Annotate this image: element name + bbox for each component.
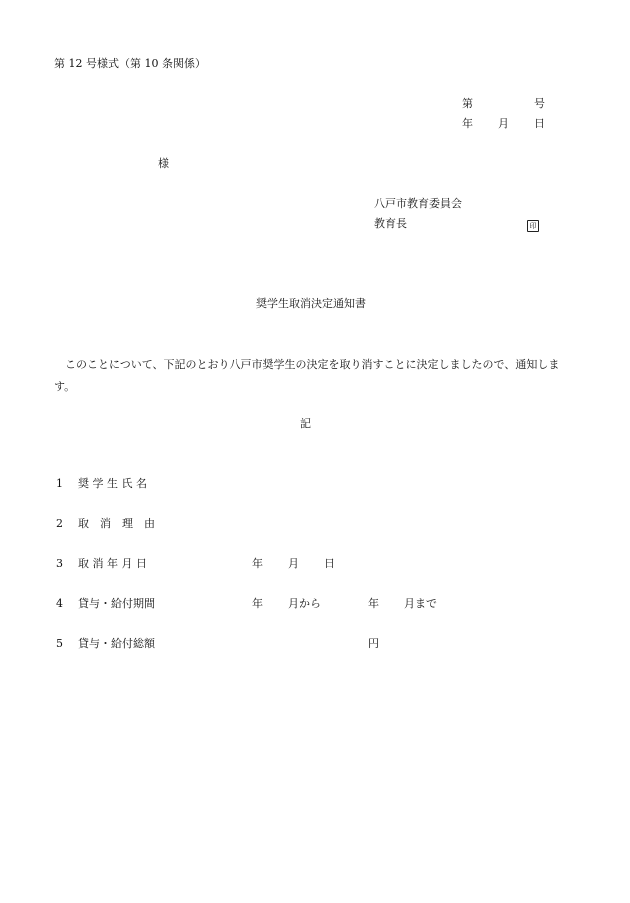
item-number: 1 xyxy=(56,477,63,490)
item-label-cancel-date: 取 消 年 月 日 xyxy=(78,557,147,570)
body-paragraph: このことについて、下記のとおり八戸市奨学生の決定を取り消すことに決定しましたので、通知します。 xyxy=(54,358,560,393)
issuer-title: 教育長 xyxy=(374,217,407,230)
date-day: 日 xyxy=(534,117,545,130)
item-number: 5 xyxy=(56,637,63,650)
seal-mark xyxy=(527,218,539,232)
issuer-org: 八戸市教育委員会 xyxy=(374,197,462,210)
item-label-reason: 取 消 理 由 xyxy=(78,517,155,530)
period-from-month: 月から xyxy=(288,597,321,610)
date-year: 年 xyxy=(462,117,473,130)
item-label-total-amount: 貸与・給付総額 xyxy=(78,637,155,650)
date-month: 月 xyxy=(498,117,509,130)
doc-number-prefix: 第 xyxy=(462,97,473,110)
ki-label: 記 xyxy=(300,417,311,430)
item-label-student-name: 奨 学 生 氏 名 xyxy=(78,477,147,490)
item-label-period: 貸与・給付期間 xyxy=(78,597,155,610)
addressee-suffix: 様 xyxy=(158,157,169,170)
doc-number-suffix: 号 xyxy=(534,97,545,110)
form-label: 第 12 号様式（第 10 条関係） xyxy=(54,57,206,70)
item-number: 3 xyxy=(56,557,63,570)
period-to-year: 年 xyxy=(368,597,379,610)
period-to-month: 月まで xyxy=(404,597,437,610)
seal-icon: 印 xyxy=(527,220,539,232)
cancel-day: 日 xyxy=(324,557,335,570)
cancel-year: 年 xyxy=(252,557,263,570)
amount-unit: 円 xyxy=(368,637,379,650)
cancel-month: 月 xyxy=(288,557,299,570)
period-from-year: 年 xyxy=(252,597,263,610)
item-number: 2 xyxy=(56,517,63,530)
document-title: 奨学生取消決定通知書 xyxy=(256,297,366,310)
item-number: 4 xyxy=(56,597,63,610)
